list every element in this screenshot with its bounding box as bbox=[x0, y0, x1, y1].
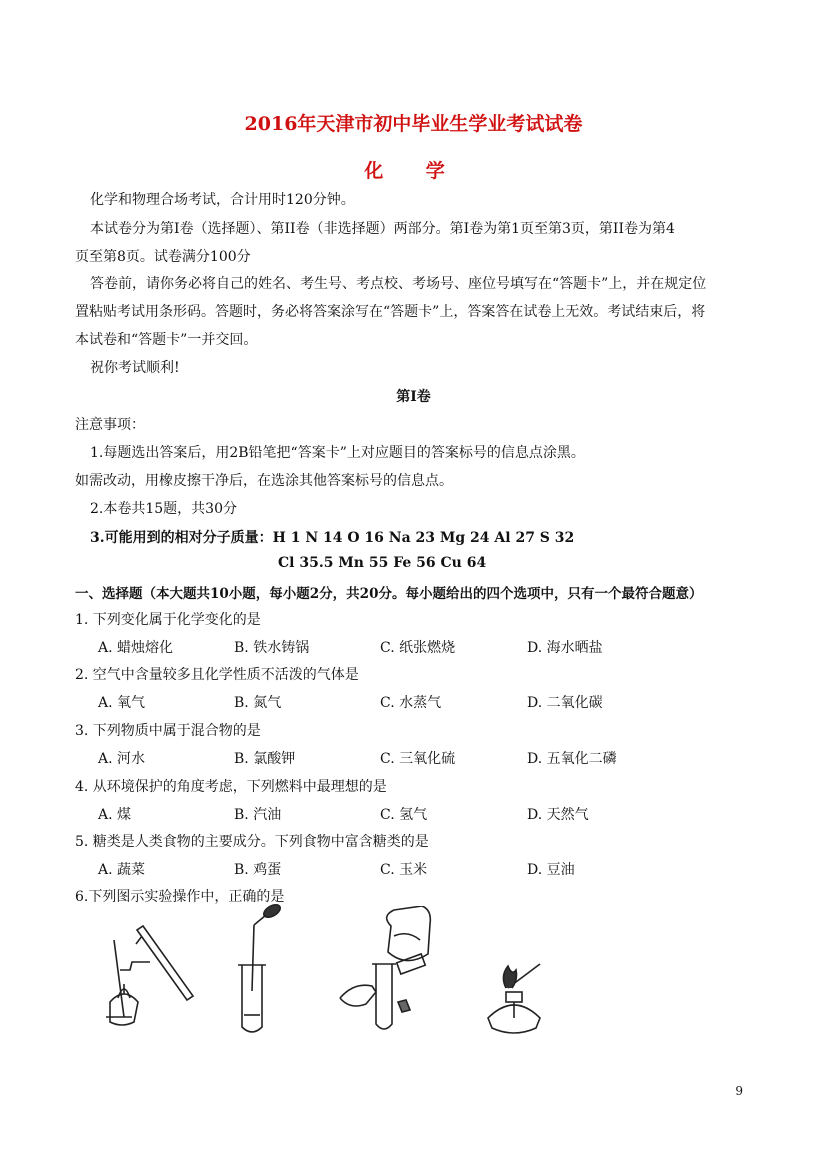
question-option: D. 二氧化碳 bbox=[527, 695, 603, 711]
page-number: 9 bbox=[735, 1084, 743, 1098]
question-stem: 1. 下列变化属于化学变化的是 bbox=[75, 612, 261, 628]
question-option: B. 鸡蛋 bbox=[234, 862, 282, 878]
notice-2: 2.本卷共15题，共30分 bbox=[90, 501, 237, 517]
intro-p2-line2: 页至第8页。试卷满分100分 bbox=[75, 249, 251, 265]
part1-heading: 一、选择题（本大题共10小题，每小题2分，共20分。每小题给出的四个选项中，只有一个最符合题意） bbox=[75, 586, 703, 602]
question-stem: 5. 糖类是人类食物的主要成分。下列食物中富含糖类的是 bbox=[75, 834, 429, 850]
notice-1-line2: 如需改动，用橡皮擦干净后，在选涂其他答案标号的信息点。 bbox=[75, 473, 453, 489]
question-option: C. 玉米 bbox=[380, 862, 428, 878]
intro-p3-line2: 置粘贴考试用条形码。答题时，务必将答案涂写在“答题卡”上，答案答在试卷上无效。考试结束后，将 bbox=[75, 304, 706, 320]
question-option: D. 豆油 bbox=[527, 862, 575, 878]
question-option: B. 铁水铸锅 bbox=[234, 640, 310, 656]
intro-p3-line1: 答卷前，请你务必将自己的姓名、考生号、考点校、考场号、座位号填写在“答题卡”上，并在规定位 bbox=[90, 276, 707, 292]
intro-p4: 祝你考试顺利! bbox=[90, 360, 180, 376]
question-option: A. 煤 bbox=[98, 807, 132, 823]
notice-label: 注意事项： bbox=[75, 417, 145, 433]
subject-title: 化 学 bbox=[364, 160, 463, 182]
intro-p1: 化学和物理合场考试，合计用时120分钟。 bbox=[90, 192, 355, 208]
question-stem: 6.下列图示实验操作中，正确的是 bbox=[75, 889, 285, 905]
pouring-liquid-icon bbox=[336, 906, 446, 1036]
question-option: D. 海水晒盐 bbox=[527, 640, 603, 656]
question-option: A. 蜡烛熔化 bbox=[98, 640, 174, 656]
question-stem: 4. 从环境保护的角度考虑，下列燃料中最理想的是 bbox=[75, 779, 387, 795]
question-option: D. 天然气 bbox=[527, 807, 589, 823]
question-option: C. 纸张燃烧 bbox=[380, 640, 456, 656]
notice-1-line1: 1.每题选出答案后，用2B铅笔把“答案卡”上对应题目的答案标号的信息点涂黑。 bbox=[90, 445, 585, 461]
exam-title: 2016年天津市初中毕业生学业考试试卷 bbox=[244, 113, 583, 135]
question-option: A. 氧气 bbox=[98, 695, 146, 711]
question-option: C. 三氧化硫 bbox=[380, 751, 456, 767]
intro-p3-line3: 本试卷和“答题卡”一并交回。 bbox=[75, 332, 258, 348]
question-stem: 2. 空气中含量较多且化学性质不活泼的气体是 bbox=[75, 667, 359, 683]
question-option: B. 汽油 bbox=[234, 807, 282, 823]
notice-3-line2: Cl 35.5 Mn 55 Fe 56 Cu 64 bbox=[278, 555, 487, 571]
heating-test-tube-icon bbox=[92, 922, 202, 1032]
lighting-alcohol-lamp-icon bbox=[478, 958, 568, 1038]
question-option: C. 水蒸气 bbox=[380, 695, 442, 711]
question-option: C. 氢气 bbox=[380, 807, 428, 823]
intro-p2-line1: 本试卷分为第I卷（选择题）、第II卷（非选择题）两部分。第I卷为第1页至第3页，第II卷为第4 bbox=[90, 221, 675, 237]
question-option: A. 蔬菜 bbox=[98, 862, 146, 878]
notice-3-line1: 3.可能用到的相对分子质量：H 1 N 14 O 16 Na 23 Mg 24 Al 27 S 32 bbox=[90, 530, 575, 546]
question-stem: 3. 下列物质中属于混合物的是 bbox=[75, 723, 261, 739]
question-option: B. 氮气 bbox=[234, 695, 282, 711]
section1-heading: 第I卷 bbox=[396, 389, 431, 405]
question-option: D. 五氧化二磷 bbox=[527, 751, 617, 767]
dropper-in-test-tube-icon bbox=[232, 895, 292, 1040]
question-option: A. 河水 bbox=[98, 751, 146, 767]
question-option: B. 氯酸钾 bbox=[234, 751, 296, 767]
